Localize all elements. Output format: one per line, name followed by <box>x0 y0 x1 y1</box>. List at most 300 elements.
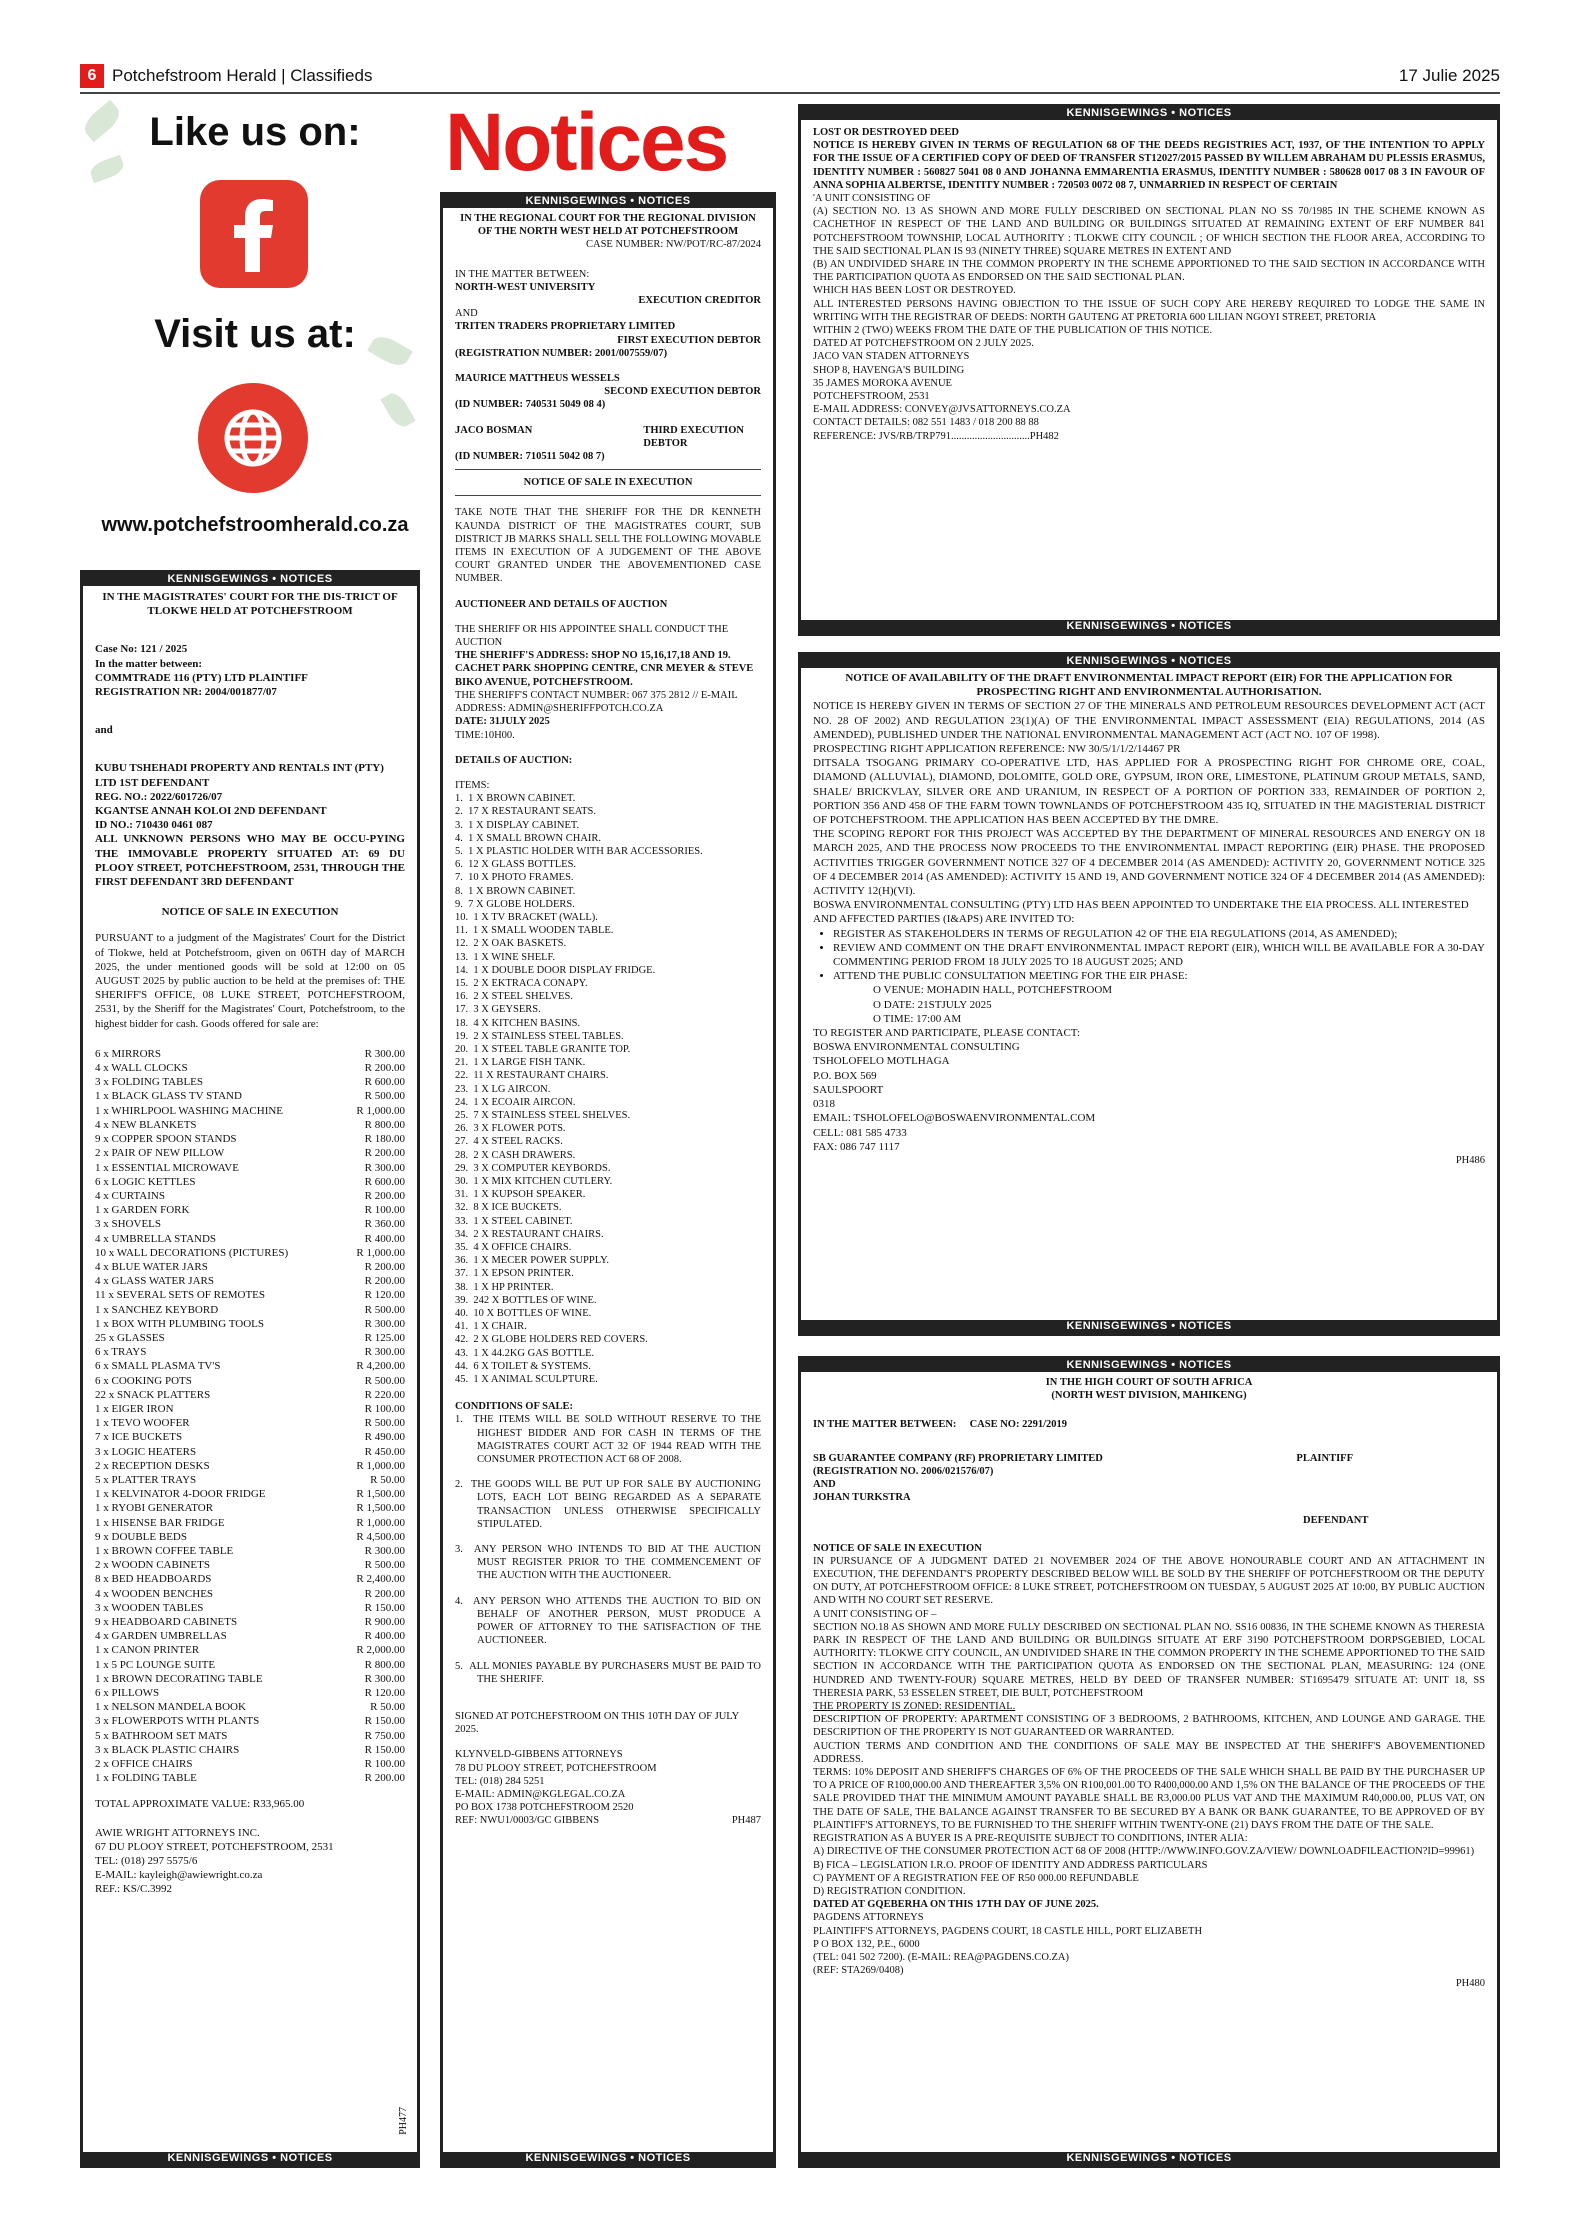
goods-item: 3 x WOODEN TABLES <box>95 1601 204 1614</box>
goods-item: 1 x EIGER IRON <box>95 1402 174 1415</box>
item-row <box>455 1307 761 1320</box>
goods-row <box>95 1246 405 1260</box>
goods-row <box>95 1473 405 1487</box>
item-row <box>455 1056 761 1069</box>
item-row <box>455 1360 761 1373</box>
auction-conductor: THE SHERIFF OR HIS APPOINTEE SHALL CONDUCT THE AUCTION <box>455 623 729 649</box>
item-row <box>455 964 761 977</box>
item-row <box>455 977 761 990</box>
goods-value: R 100.00 <box>364 1402 405 1415</box>
notice-line: 'A UNIT CONSISTING OF <box>813 193 931 205</box>
goods-row <box>95 1501 405 1515</box>
notice-body-2: DITSALA TSOGANG PRIMARY CO-OPERATIVE LTD, HAS APPLIED FOR A PROSPECTING RIGHT FOR CHROME ORE, COAL, DIAMOND (ALLUVIAL), DIAMOND, DOLOMITE, GOLD ORE, GYPSUM, IRON ORE, LIMESTONE, PLATINUM GROUP METALS, SAND, SHALE/ BRICKVLAY, SILVER ORE AND URANIUM, IN RESPECT OF A PORTION OF PORTION 333, REMAINDER OF PORTION 2, PORTION 356 AND 458 OF THE FARM TOWN TOWNLANDS OF POTCHEFSTROOM 435 IQ, SITUATED IN THE MAGISTERIAL DISTRICT OF POTCHEFSTROOM. THE APPLICATION HAS BEEN ACCEPTED BY THE DMRE. <box>813 757 1485 827</box>
item-number: 12. <box>455 938 469 950</box>
goods-row <box>95 1430 405 1444</box>
case-number: CASE NUMBER: NW/POT/RC-87/2024 <box>585 239 761 251</box>
item-text: 1 X 44.2KG GAS BOTTLE. <box>473 1347 595 1359</box>
bullet-list <box>813 927 1485 984</box>
item-row <box>455 1188 761 1201</box>
notice-magistrates-court <box>80 570 420 2168</box>
goods-item: 6 x MIRRORS <box>95 1047 162 1060</box>
item-row <box>455 1109 761 1122</box>
attorney-line: 35 JAMES MOROKA AVENUE <box>813 377 952 389</box>
item-row <box>455 1281 761 1294</box>
item-row <box>455 1135 761 1148</box>
goods-value: R 200.00 <box>364 1275 405 1288</box>
notice-line: DATED AT POTCHEFSTROOM ON 2 JULY 2025. <box>813 338 1034 350</box>
goods-row <box>95 1161 405 1175</box>
goods-value: R 50.00 <box>370 1473 405 1486</box>
item-text: 1 X HP PRINTER. <box>473 1281 554 1293</box>
goods-value: R 750.00 <box>364 1729 405 1742</box>
goods-item: 6 x TRAYS <box>95 1346 147 1359</box>
item-row <box>455 1096 761 1109</box>
goods-row <box>95 1388 405 1402</box>
goods-item: 4 x CURTAINS <box>95 1189 165 1202</box>
attorney-address: 67 DU PLOOY STREET, POTCHEFSTROOM, 2531 <box>95 1840 334 1853</box>
contact-line: EMAIL: TSHOLOFELO@BOSWAENVIRONMENTAL.COM <box>813 1112 1096 1125</box>
second-defendant: KGANTSE ANNAH KOLOI 2ND DEFENDANT <box>95 805 327 818</box>
item-row <box>455 1320 761 1333</box>
item-number: 14. <box>455 964 469 976</box>
item-number: 26. <box>455 1123 469 1135</box>
item-text: 2 X EKTRACA CONAPY. <box>473 977 588 989</box>
attorney-line: E-MAIL ADDRESS: CONVEY@JVSATTORNEYS.CO.ZA <box>813 404 1071 416</box>
goods-item: 10 x WALL DECORATIONS (PICTURES) <box>95 1246 289 1259</box>
item-row <box>455 1373 761 1386</box>
section-title: Notices <box>445 97 728 188</box>
goods-row <box>95 1118 405 1132</box>
notice-high-court <box>798 1356 1500 2168</box>
item-number: 28. <box>455 1149 469 1161</box>
plaintiff-reg: REGISTRATION NR: 2004/001877/07 <box>95 686 277 699</box>
notice-line: WHICH HAS BEEN LOST OR DESTROYED. <box>813 285 1016 297</box>
item-number: 36. <box>455 1255 469 1267</box>
goods-value: R 300.00 <box>364 1047 405 1060</box>
goods-value: R 4,200.00 <box>356 1360 405 1373</box>
goods-value: R 300.00 <box>364 1317 405 1330</box>
second-debtor-id: (ID NUMBER: 740531 5049 08 4) <box>455 399 606 411</box>
item-text: 3 X FLOWER POTS. <box>473 1123 566 1135</box>
and-label: and <box>95 724 113 737</box>
goods-item: 1 x HISENSE BAR FRIDGE <box>95 1516 225 1529</box>
goods-value: R 150.00 <box>364 1743 405 1756</box>
notice-band: KENNISGEWINGS • NOTICES <box>801 620 1497 633</box>
plaintiff-reg: (REGISTRATION NO. 2006/021576/07) <box>813 1465 994 1477</box>
notice-band: KENNISGEWINGS • NOTICES <box>801 2152 1497 2165</box>
venue-details <box>813 983 1485 1026</box>
item-text: 3 X COMPUTER KEYBORDS. <box>473 1162 611 1174</box>
sheriff-address: THE SHERIFF'S ADDRESS: SHOP NO 15,16,17,18 AND 19. CACHET PARK SHOPPING CENTRE, CNR MEYER & STEVE BIKO AVENUE, POTCHEFSTROOM. <box>455 650 754 688</box>
item-row <box>455 1122 761 1135</box>
goods-row <box>95 1686 405 1700</box>
sheriff-contact: THE SHERIFF'S CONTACT NUMBER: 067 375 2812 // E-MAIL ADDRESS: ADMIN@SHERIFFPOTCH.CO.ZA <box>455 689 738 715</box>
attorney-email: E-MAIL: ADMIN@KGLEGAL.CO.ZA <box>455 1788 626 1800</box>
goods-item: 1 x RYOBI GENERATOR <box>95 1502 214 1515</box>
notice-body: TAKE NOTE THAT THE SHERIFF FOR THE DR KENNETH KAUNDA DISTRICT OF THE MAGISTRATES COURT, SUB DISTRICT JB MARKS SHALL SELL THE FOLLOWING MOVABLE ITEMS IN EXECUTION OF A JUDGEMENT OF THE ABOVE COURT GRANTED UNDER THE ABOVEMENTIONED CASE NUMBER. <box>455 507 761 585</box>
goods-row <box>95 1260 405 1274</box>
goods-value: R 50.00 <box>370 1701 405 1714</box>
attorney-ref: REF.: KS/C.3992 <box>95 1883 173 1896</box>
goods-row <box>95 1047 405 1061</box>
registration-line: D) REGISTRATION CONDITION. <box>813 1885 966 1897</box>
goods-value: R 2,400.00 <box>356 1573 405 1586</box>
first-debtor-reg: (REGISTRATION NUMBER: 2001/007559/07) <box>455 347 668 359</box>
item-row <box>455 805 761 818</box>
condition-number: 5. <box>455 1660 463 1672</box>
item-text: 11 X RESTAURANT CHAIRS. <box>473 1070 609 1082</box>
contact-block <box>813 1026 1485 1154</box>
goods-row <box>95 1146 405 1160</box>
notice-line: SECTION NO.18 AS SHOWN AND MORE FULLY DESCRIBED ON SECTIONAL PLAN NO. SS16 00836, IN THE SCHEME KNOWN AS THERESIA PARK IN RESPECT OF THE LAND AND BUILDING OR BUILDINGS SITUATE AT ERF 3190 POTCHEFSTROOM DORPSGEBIED, LOCAL AUTHORITY: TLOKWE CITY COUNCIL, AN UNDIVIDED SHARE IN THE COMMON PROPERTY IN THE SCHEME APPORTIONED TO THE SAID SECTION IN ACCORDANCE WITH THE PARTICIPATION QUOTA AS ENDORSED ON THE SECTIONAL PLAN, MEASURING: 124 (ONE HUNDRED AND TWENTY-FOUR) SQUARE METRES, HELD BY DEED OF TRANSFER NUMBER: ST1695479 SITUATE AT: UNIT 18, SS THERESIA PARK, 53 ESSELEN STREET, DIE BULT, POTCHEFSTROOM <box>813 1621 1485 1699</box>
notice-body-4: BOSWA ENVIRONMENTAL CONSULTING (PTY) LTD HAS BEEN APPOINTED TO UNDERTAKE THE EIA PROCESS. ALL INTERESTED <box>813 899 1469 912</box>
registration-line: B) FICA – LEGISLATION I.R.O. PROOF OF IDENTITY AND ADDRESS PARTICULARS <box>813 1859 1208 1871</box>
goods-item: 2 x RECEPTION DESKS <box>95 1459 210 1472</box>
goods-row <box>95 1445 405 1459</box>
item-text: 1 X CHAIR. <box>473 1321 527 1333</box>
attorney-line: PLAINTIFF'S ATTORNEYS, PAGDENS COURT, 18 CASTLE HILL, PORT ELIZABETH <box>813 1925 1203 1937</box>
goods-item: 1 x SANCHEZ KEYBORD <box>95 1303 219 1316</box>
attorney-line: CONTACT DETAILS: 082 551 1483 / 018 200 88 88 <box>813 417 1039 429</box>
visit-us-heading: Visit us at: <box>154 312 356 356</box>
goods-value: R 200.00 <box>364 1587 405 1600</box>
item-number: 11. <box>455 925 468 937</box>
condition-text: ALL MONIES PAYABLE BY PURCHASERS MUST BE PAID TO THE SHERIFF. <box>469 1660 761 1685</box>
condition-number: 4. <box>455 1595 463 1607</box>
item-text: 2 X STAINLESS STEEL TABLES. <box>473 1030 624 1042</box>
attorney-line: SHOP 8, HAVENGA'S BUILDING <box>813 364 965 376</box>
goods-value: R 300.00 <box>364 1346 405 1359</box>
condition-row <box>455 1543 761 1583</box>
item-number: 45. <box>455 1374 469 1386</box>
item-row <box>455 1017 761 1030</box>
notice-heading: NOTICE OF SALE IN EXECUTION <box>813 1542 982 1554</box>
item-row <box>455 990 761 1003</box>
goods-value: R 220.00 <box>364 1388 405 1401</box>
goods-item: 7 x ICE BUCKETS <box>95 1431 183 1444</box>
goods-row <box>95 1416 405 1430</box>
item-text: 1 X DOUBLE DOOR DISPLAY FRIDGE. <box>473 964 656 976</box>
contact-line: CELL: 081 585 4733 <box>813 1126 907 1139</box>
item-row <box>455 1294 761 1307</box>
attorney-pobox: PO BOX 1738 POTCHEFSTROOM 2520 <box>455 1802 634 1814</box>
notice-body-5: AND AFFECTED PARTIES (I&APS) ARE INVITED TO: <box>813 913 1075 926</box>
item-text: 4 X KITCHEN BASINS. <box>473 1017 581 1029</box>
party-role: EXECUTION CREDITOR <box>638 295 761 307</box>
item-text: 2 X RESTAURANT CHAIRS. <box>473 1228 604 1240</box>
attorney-email: E-MAIL: kayleigh@awiewright.co.za <box>95 1869 263 1882</box>
goods-item: 9 x COPPER SPOON STANDS <box>95 1133 237 1146</box>
ph-code: PH487 <box>731 1815 761 1827</box>
goods-row <box>95 1601 405 1615</box>
item-number: 10. <box>455 911 469 923</box>
total-value: TOTAL APPROXIMATE VALUE: R33,965.00 <box>95 1798 305 1811</box>
execution-creditor: NORTH-WEST UNIVERSITY <box>455 281 596 293</box>
item-number: 9. <box>455 898 463 910</box>
condition-row <box>455 1660 761 1686</box>
item-text: 17 X RESTAURANT SEATS. <box>468 806 597 818</box>
goods-value: R 500.00 <box>364 1417 405 1430</box>
item-row <box>455 1201 761 1214</box>
item-text: 12 X GLASS BOTTLES. <box>468 859 577 871</box>
notice-band: KENNISGEWINGS • NOTICES <box>83 2152 417 2165</box>
goods-row <box>95 1629 405 1643</box>
auction-date: DATE: 31JULY 2025 <box>455 716 550 728</box>
goods-item: 3 x BLACK PLASTIC CHAIRS <box>95 1743 240 1756</box>
goods-row <box>95 1757 405 1771</box>
goods-row <box>95 1643 405 1657</box>
bullet-item: • REGISTER AS STAKEHOLDERS IN TERMS OF REGULATION 42 OF THE EIA REGULATIONS (2014, AS AMENDED); <box>833 927 1485 941</box>
item-text: 2 X OAK BASKETS. <box>473 938 567 950</box>
goods-row <box>95 1104 405 1118</box>
contact-line: FAX: 086 747 1117 <box>813 1140 900 1153</box>
notice-lines <box>813 1608 1485 1700</box>
condition-text: ANY PERSON WHO INTENDS TO BID AT THE AUCTION MUST REGISTER PRIOR TO THE COMMENCEMENT OF THE AUCTION WITH THE AUCTIONEER. <box>473 1544 761 1582</box>
goods-row <box>95 1288 405 1302</box>
goods-row <box>95 1061 405 1075</box>
bullet-item: • ATTEND THE PUBLIC CONSULTATION MEETING FOR THE EIR PHASE: <box>833 969 1485 983</box>
goods-item: 1 x GARDEN FORK <box>95 1204 190 1217</box>
item-text: 1 X BROWN CABINET. <box>468 793 576 805</box>
goods-row <box>95 1203 405 1217</box>
item-text: 1 X SMALL WOODEN TABLE. <box>473 925 614 937</box>
court-name: IN THE REGIONAL COURT FOR THE REGIONAL DIVISION OF THE NORTH WEST HELD AT POTCHEFSTROOM <box>460 213 756 238</box>
item-row <box>455 1030 761 1043</box>
goods-value: R 450.00 <box>364 1445 405 1458</box>
notice-lines <box>813 192 1485 350</box>
item-number: 41. <box>455 1321 469 1333</box>
goods-row <box>95 1217 405 1231</box>
goods-item: 1 x TEVO WOOFER <box>95 1417 190 1430</box>
registration-heading: REGISTRATION AS A BUYER IS A PRE-REQUISITE SUBJECT TO CONDITIONS, INTER ALIA: <box>813 1833 1248 1845</box>
item-text: 10 X BOTTLES OF WINE. <box>473 1308 592 1320</box>
item-text: 1 X STEEL TABLE GRANITE TOP. <box>473 1043 631 1055</box>
goods-item: 3 x FOLDING TABLES <box>95 1076 204 1089</box>
and-label: AND <box>813 1479 836 1491</box>
goods-row <box>95 1672 405 1686</box>
item-row <box>455 911 761 924</box>
goods-item: 3 x LOGIC HEATERS <box>95 1445 197 1458</box>
registration-list <box>813 1845 1485 1898</box>
ph-code: PH480 <box>1455 1978 1485 1990</box>
item-row <box>455 1149 761 1162</box>
website-link[interactable]: www.potchefstroomherald.co.za <box>101 514 409 536</box>
contact-line: SAULSPOORT <box>813 1083 884 1096</box>
contact-line: BOSWA ENVIRONMENTAL CONSULTING <box>813 1041 1020 1054</box>
condition-number: 2. <box>455 1479 463 1491</box>
goods-value: R 300.00 <box>364 1672 405 1685</box>
notice-band: KENNISGEWINGS • NOTICES <box>443 2152 773 2165</box>
item-number: 33. <box>455 1215 469 1227</box>
court-name: IN THE MAGISTRATES' COURT FOR THE DIS-TRICT OF TLOKWE HELD AT POTCHEFSTROOM <box>102 591 398 618</box>
notice-band: KENNISGEWINGS • NOTICES <box>801 107 1497 120</box>
item-number: 42. <box>455 1334 469 1346</box>
attorney-block <box>813 1911 1485 1977</box>
leaf-decoration <box>380 389 415 430</box>
goods-row <box>95 1459 405 1473</box>
signed-line: SIGNED AT POTCHEFSTROOM ON THIS 10TH DAY OF JULY 2025. <box>455 1710 739 1736</box>
attorney-line: P O BOX 132, P.E., 6000 <box>813 1938 920 1950</box>
item-row <box>455 1333 761 1346</box>
item-row <box>455 1069 761 1082</box>
item-text: 1 X STEEL CABINET. <box>473 1215 573 1227</box>
condition-row <box>455 1413 761 1466</box>
notice-line: (B) AN UNDIVIDED SHARE IN THE COMMON PROPERTY IN THE SCHEME APPORTIONED TO THE SAID SECTION IN ACCORDANCE WITH THE PARTICIPATION QUOTA AS ENDORSED ON THE SAID SECTIONAL PLAN. <box>813 259 1485 284</box>
goods-row <box>95 1303 405 1317</box>
goods-value: R 1,000.00 <box>356 1246 405 1259</box>
item-number: 34. <box>455 1228 469 1240</box>
goods-value: R 125.00 <box>364 1331 405 1344</box>
goods-value: R 500.00 <box>364 1090 405 1103</box>
goods-value: R 900.00 <box>364 1616 405 1628</box>
attorney-block <box>813 350 1485 442</box>
item-number: 4. <box>455 832 463 844</box>
first-defendant: KUBU TSHEHADI PROPERTY AND RENTALS INT (PTY) LTD 1ST DEFENDANT <box>95 762 384 789</box>
goods-item: 8 x BED HEADBOARDS <box>95 1573 212 1586</box>
goods-value: R 120.00 <box>364 1687 405 1700</box>
item-text: 1 X WINE SHELF. <box>473 951 556 963</box>
matter-between: In the matter between: <box>95 657 203 670</box>
goods-row <box>95 1516 405 1530</box>
goods-item: 1 x WHIRLPOOL WASHING MACHINE <box>95 1104 284 1117</box>
conditions-list <box>455 1413 761 1685</box>
goods-row <box>95 1232 405 1246</box>
header-rule <box>80 92 1500 94</box>
court-name: IN THE HIGH COURT OF SOUTH AFRICA <box>1045 1377 1253 1388</box>
contact-line: P.O. BOX 569 <box>813 1069 877 1082</box>
item-number: 3. <box>455 819 463 831</box>
goods-item: 2 x WOODN CABINETS <box>95 1559 210 1572</box>
items-label: ITEMS: <box>455 779 490 791</box>
goods-item: 6 x LOGIC KETTLES <box>95 1175 196 1188</box>
item-row <box>455 1043 761 1056</box>
facebook-icon[interactable] <box>200 180 308 288</box>
notice-line: (A) SECTION NO. 13 AS SHOWN AND MORE FULLY DESCRIBED ON SECTIONAL PLAN NO SS 70/1985 IN THE SCHEME KNOWN AS CACHETHOF IN RESPECT OF THE LAND AND BUILDING OR BUILDINGS SITUATED AT REMAINING EXTENT OF ERF NUMBER 841 POTCHEFSTROOM TOWNSHIP, LOCAL AUTHORITY : TLOKWE CITY COUNCIL ; OF WHICH SECTION THE FLOOR AREA, ACCORDING TO THE SAID SECTIONAL PLAN IS 93 (NINETY THREE) SQUARE METRES IN EXTENT AND <box>813 206 1485 257</box>
goods-item: 5 x PLATTER TRAYS <box>95 1473 197 1486</box>
item-row <box>455 951 761 964</box>
goods-value: R 100.00 <box>364 1204 405 1217</box>
item-text: 1 X TV BRACKET (WALL). <box>473 911 598 923</box>
goods-item: 4 x WALL CLOCKS <box>95 1062 188 1075</box>
leaf-decoration <box>88 155 126 184</box>
plaintiff: SB GUARANTEE COMPANY (RF) PROPRIETARY LIMITED <box>813 1452 1103 1464</box>
goods-row <box>95 1089 405 1103</box>
goods-item: 2 x PAIR OF NEW PILLOW <box>95 1147 225 1160</box>
notice-regional-court <box>440 192 776 2168</box>
notice-band: KENNISGEWINGS • NOTICES <box>83 573 417 586</box>
notice-line: A UNIT CONSISTING OF – <box>813 1608 937 1620</box>
goods-value: R 800.00 <box>364 1658 405 1671</box>
attorney-line: (TEL: 041 502 7200). (E-MAIL: REA@PAGDENS.CO.ZA) <box>813 1951 1070 1963</box>
page-number: 6 <box>80 64 104 88</box>
item-text: 1 X PLASTIC HOLDER WITH BAR ACCESSORIES. <box>468 845 703 857</box>
globe-icon[interactable] <box>198 383 308 493</box>
item-row <box>455 1267 761 1280</box>
condition-number: 3. <box>455 1544 463 1556</box>
goods-row <box>95 1771 405 1785</box>
item-number: 23. <box>455 1083 469 1095</box>
attorney-ref: REF: NWU1/0003/GC GIBBENS <box>455 1815 600 1827</box>
item-text: 1 X ANIMAL SCULPTURE. <box>473 1374 598 1386</box>
item-text: 1 X SMALL BROWN CHAIR. <box>468 832 602 844</box>
goods-list <box>95 1047 405 1786</box>
goods-item: 4 x GARDEN UMBRELLAS <box>95 1630 227 1643</box>
goods-item: 6 x COOKING POTS <box>95 1374 192 1387</box>
goods-value: R 400.00 <box>364 1630 405 1643</box>
venue-line: O DATE: 21STJULY 2025 <box>873 998 992 1011</box>
goods-row <box>95 1402 405 1416</box>
item-row <box>455 1162 761 1175</box>
item-number: 32. <box>455 1202 469 1214</box>
item-number: 35. <box>455 1242 469 1254</box>
item-row <box>455 832 761 845</box>
item-text: 1 X EPSON PRINTER. <box>473 1268 574 1280</box>
application-reference: PROSPECTING RIGHT APPLICATION REFERENCE: NW 30/5/1/1/2/14467 PR <box>813 743 1181 756</box>
item-number: 21. <box>455 1057 469 1069</box>
item-text: 1 X MECER POWER SUPPLY. <box>473 1255 609 1267</box>
goods-value: R 100.00 <box>364 1758 405 1771</box>
item-number: 29. <box>455 1162 469 1174</box>
item-number: 31. <box>455 1189 469 1201</box>
goods-row <box>95 1587 405 1601</box>
item-number: 18. <box>455 1017 469 1029</box>
item-number: 2. <box>455 806 463 818</box>
goods-item: 9 x HEADBOARD CABINETS <box>95 1616 238 1628</box>
zoning: THE PROPERTY IS ZONED: RESIDENTIAL. <box>813 1701 1016 1713</box>
details-heading: DETAILS OF AUCTION: <box>455 754 573 766</box>
goods-value: R 150.00 <box>364 1715 405 1728</box>
item-text: 4 X STEEL RACKS. <box>473 1136 563 1148</box>
dated-line: DATED AT GQEBERHA ON THIS 17TH DAY OF JUNE 2025. <box>813 1899 1099 1911</box>
item-row <box>455 792 761 805</box>
item-number: 8. <box>455 885 463 897</box>
goods-row <box>95 1530 405 1544</box>
condition-text: THE ITEMS WILL BE SOLD WITHOUT RESERVE TO THE HIGHEST BIDDER AND FOR CASH IN TERMS OF THE MAGISTRATES COURT ACT 32 OF 1944 READ WITH THE CONSUMER PROTECTION ACT 68 OF 2008. <box>473 1414 761 1466</box>
goods-item: 3 x FLOWERPOTS WITH PLANTS <box>95 1715 260 1728</box>
item-row <box>455 1003 761 1016</box>
item-row <box>455 1254 761 1267</box>
attorney-line: JACO VAN STADEN ATTORNEYS <box>813 351 970 363</box>
like-us-heading: Like us on: <box>149 110 361 154</box>
item-row <box>455 885 761 898</box>
goods-item: 4 x NEW BLANKETS <box>95 1118 197 1131</box>
goods-item: 1 x BOX WITH PLUMBING TOOLS <box>95 1317 264 1330</box>
page-header <box>80 64 1500 88</box>
item-number: 30. <box>455 1176 469 1187</box>
item-text: 242 X BOTTLES OF WINE. <box>473 1294 597 1306</box>
notice-band: KENNISGEWINGS • NOTICES <box>801 1320 1497 1333</box>
goods-value: R 300.00 <box>364 1161 405 1174</box>
notice-body: NOTICE IS HEREBY GIVEN IN TERMS OF SECTION 27 OF THE MINERALS AND PETROLEUM RESOURCES DEVELOPMENT ACT (ACT NO. 28 OF 2002) AND REGULATION 23(1)(A) OF THE ENVIRONMENTAL IMPACT ASSESSMENT (EIA) REGULATIONS, 2014 (AS AMENDED), PUBLISHED UNDER THE NATIONAL ENVIRONMENTAL MANAGEMENT ACT (ACT NO. 107 OF 1998). <box>813 700 1485 741</box>
goods-row <box>95 1075 405 1089</box>
goods-value: R 400.00 <box>364 1232 405 1245</box>
item-text: 1 X KUPSOH SPEAKER. <box>473 1189 586 1201</box>
contact-line: 0318 <box>813 1098 835 1111</box>
notice-title: NOTICE OF AVAILABILITY OF THE DRAFT ENVIRONMENTAL IMPACT REPORT (EIR) FOR THE APPLICATION FOR PROSPECTING RIGHT AND ENVIRONMENTAL AUTHORISATION. <box>845 672 1453 699</box>
goods-row <box>95 1132 405 1146</box>
item-number: 27. <box>455 1136 469 1148</box>
goods-row <box>95 1572 405 1586</box>
goods-item: 6 x SMALL PLASMA TV'S <box>95 1360 221 1373</box>
goods-value: R 1,000.00 <box>356 1104 405 1117</box>
notice-heading: NOTICE OF SALE IN EXECUTION <box>523 477 693 489</box>
item-text: 2 X STEEL SHELVES. <box>473 991 573 1003</box>
party-role: PLAINTIFF <box>1296 1452 1353 1464</box>
notice-heading: NOTICE OF SALE IN EXECUTION <box>161 906 339 919</box>
notice-band: KENNISGEWINGS • NOTICES <box>443 195 773 208</box>
item-number: 43. <box>455 1347 469 1359</box>
goods-value: R 500.00 <box>364 1559 405 1572</box>
